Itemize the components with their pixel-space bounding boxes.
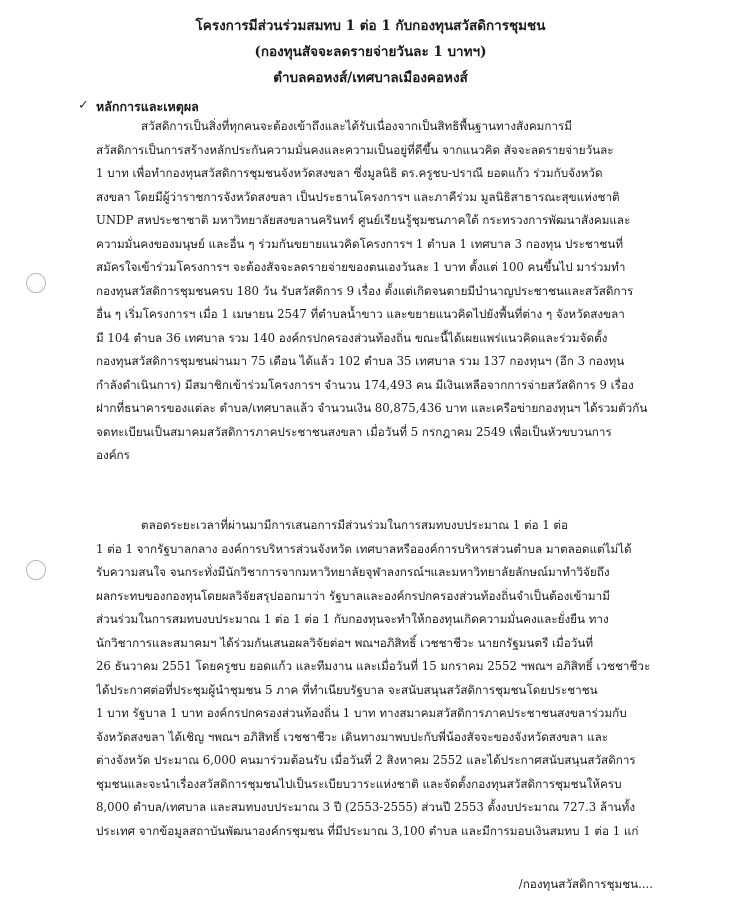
text-line: กำลังดำเนินการ) มีสมาชิกเข้าร่วมโครงการฯ จำนวน 174,493 คน มีเงินเหลือจากการจ่ายสวัสดิการ 9 เรื่อง: [96, 377, 634, 392]
text-line: ชุมชนและจะนำเรื่องสวัสดิการชุมชนไปเป็นระเบียบวาระแห่งชาติ และจัดตั้งกองทุนสวัสดิการชุมชนให้ครบ: [96, 776, 622, 791]
document-subtitle: (กองทุนสัจจะลดรายจ่ายวันละ 1 บาทฯ): [254, 44, 487, 60]
section-heading: หลักการและเหตุผล: [96, 99, 199, 114]
document-title: โครงการมีส่วนร่วมสมทบ 1 ต่อ 1 กับกองทุนสวัสดิการชุมชน: [195, 18, 546, 34]
text-line: มี 104 ตำบล 36 เทศบาล รวม 140 องค์กรปกครองส่วนท้องถิ่น ขณะนี้ได้เผยแพร่แนวคิดและร่วมจัดตั้ง: [96, 330, 608, 345]
text-line: จังหวัดสงขลา ได้เชิญ ฯพณฯ อภิสิทธิ์ เวชชาชีวะ เดินทางมาพบปะกับพี่น้องสัจจะของจังหวัดสงขลา และ: [96, 729, 609, 744]
text-line: กองทุนสวัสดิการชุมชนผ่านมา 75 เดือน ได้แล้ว 102 ตำบล 35 เทศบาล รวม 137 กองทุนฯ (อีก 3 กองทุน: [96, 354, 625, 368]
text-line: สงขลา โดยมีผู้ว่าราชการจังหวัดสงขลา เป็นประธานโครงการฯ และภาคีร่วม มูลนิธิสาธารณะสุขแห่งชาติ: [96, 189, 620, 204]
text-line: ส่วนร่วมในการสมทบงบประมาณ 1 ต่อ 1 ต่อ 1 กับกองทุนจะทำให้กองทุนเกิดความมั่นคงและยั่งยืน ทาง: [96, 612, 609, 626]
text-line: ต่างจังหวัด ประมาณ 6,000 คนมาร่วมต้อนรับ เมื่อวันที่ 2 สิงหาคม 2552 และได้ประกาศสนับสนุนสวัสดิการ: [96, 753, 636, 767]
text-line: ความมั่นคงของมนุษย์ และอื่น ๆ ร่วมกันขยายแนวคิดโครงการฯ 1 ตำบล 1 เทศบาล 3 กองทุน ประชาชนที่: [96, 236, 624, 251]
text-line: UNDP สหประชาชาติ มหาวิทยาลัยสงขลานครินทร์ ศูนย์เรียนรู้ชุมชนภาคใต้ กระทรวงการพัฒนาสังคมและ: [96, 213, 631, 227]
text-line: 8,000 ตำบล/เทศบาล และสมทบงบประมาณ 3 ปี (2553-2555) ส่วนปี 2553 ตั้งงบประมาณ 727.3 ล้านทั้ง: [96, 800, 636, 814]
text-line: จดทะเบียนเป็นสมาคมสวัสดิการภาคประชาชนสงขลา เมื่อวันที่ 5 กรกฎาคม 2549 เพื่อเป็นหัวขบวนการ: [96, 424, 612, 439]
continuation-note: /กองทุนสวัสดิการชุมชน....: [518, 877, 653, 891]
text-line: ได้ประกาศต่อที่ประชุมผู้นำชุมชน 5 ภาค ที่ทำเนียบรัฐบาล จะสนับสนุนสวัสดิการชุมชนโดยประชาชน: [96, 682, 598, 697]
text-line: 1 ต่อ 1 จากรัฐบาลกลาง องค์การบริหารส่วนจังหวัด เทศบาลหรือองค์การบริหารส่วนตำบล มาตลอดแต่ไม่ได้: [96, 541, 632, 556]
text-line: อื่น ๆ เริ่มโครงการฯ เมื่อ 1 เมษายน 2547 ที่ตำบลน้ำขาว และขยายแนวคิดไปยังพื้นที่ต่าง ๆ จังหวัดสงขลา: [96, 307, 625, 321]
text-line: กองทุนสวัสดิการชุมชนครบ 180 วัน รับสวัสดิการ 9 เรื่อง ตั้งแต่เกิดจนตายมีบำนาญประชาชนและสวัสดิการ: [96, 283, 634, 298]
text-line: ผลกระทบของกองทุนโดยผลวิจัยสรุปออกมาว่า รัฐบาลและองค์กรปกครองส่วนท้องถิ่นจำเป็นต้องเข้ามามี: [96, 588, 610, 603]
text-line: องค์กร: [96, 448, 130, 462]
text-line: สวัสดิการเป็นสิ่งที่ทุกคนจะต้องเข้าถึงและได้รับเนื่องจากเป็นสิทธิพื้นฐานทางสังคมการมี: [141, 119, 573, 133]
text-line: 1 บาท รัฐบาล 1 บาท องค์กรปกครองส่วนท้องถิ่น 1 บาท ทางสมาคมสวัสดิการภาคประชาชนสงขลาร่วมกับ: [96, 706, 627, 720]
text-line: สมัครใจเข้าร่วมโครงการฯ จะต้องสัจจะลดรายจ่ายของตนเองวันละ 1 บาท ตั้งแต่ 100 คนขึ้นไป มาร่วมทำ: [96, 260, 626, 274]
binder-hole: [26, 273, 46, 293]
pen-mark: ✓: [78, 98, 89, 113]
text-line: สวัสดิการเป็นการสร้างหลักประกันความมั่นคงและความเป็นอยู่ที่ดีขึ้น จากแนวคิด สัจจะลดรายจ่ายวันละ: [96, 142, 614, 157]
document-location: ตำบลคอหงส์/เทศบาลเมืองคอหงส์: [273, 70, 468, 86]
text-line: 26 ธันวาคม 2551 โดยครูชบ ยอดแก้ว และทีมงาน และเมื่อวันที่ 15 มกราคม 2552 ฯพณฯ อภิสิทธิ์ เวชชาชีวะ: [96, 659, 651, 673]
text-line: 1 บาท เพื่อทำกองทุนสวัสดิการชุมชนจังหวัดสงขลา ซึ่งมูลนิธิ ดร.ครูชบ-ปราณี ยอดแก้ว ร่วมกับจังหวัด: [96, 166, 603, 180]
text-line: รับความสนใจ จนกระทั่งมีนักวิชาการจากมหาวิทยาลัยจุฬาลงกรณ์ฯและมหาวิทยาลัยลักษณ์มาทำวิจัยถึง: [96, 565, 610, 579]
paragraph-rationale-2: [96, 514, 662, 843]
text-line: นักวิชาการและสมาคมฯ ได้ร่วมกันเสนอผลวิจัยต่อฯ พณฯอภิสิทธิ์ เวชชาชีวะ นายกรัฐมนตรี เมื่อวันที่: [96, 635, 594, 650]
text-line: ตลอดระยะเวลาที่ผ่านมามีการเสนอการมีส่วนร่วมในการสมทบงบประมาณ 1 ต่อ 1 ต่อ: [141, 518, 569, 532]
text-line: ฝากที่ธนาคารของแต่ละ ตำบล/เทศบาลแล้ว จำนวนเงิน 80,875,436 บาท และเครือข่ายกองทุนฯ ได้รวมตัวกัน: [96, 401, 648, 415]
text-line: ประเทศ จากข้อมูลสถาบันพัฒนาองค์กรชุมชน ที่มีประมาณ 3,100 ตำบล และมีการมอบเงินสมทบ 1 ต่อ 1 แก่: [96, 823, 639, 838]
paragraph-rationale-1: [96, 115, 662, 468]
binder-hole: [26, 560, 46, 580]
